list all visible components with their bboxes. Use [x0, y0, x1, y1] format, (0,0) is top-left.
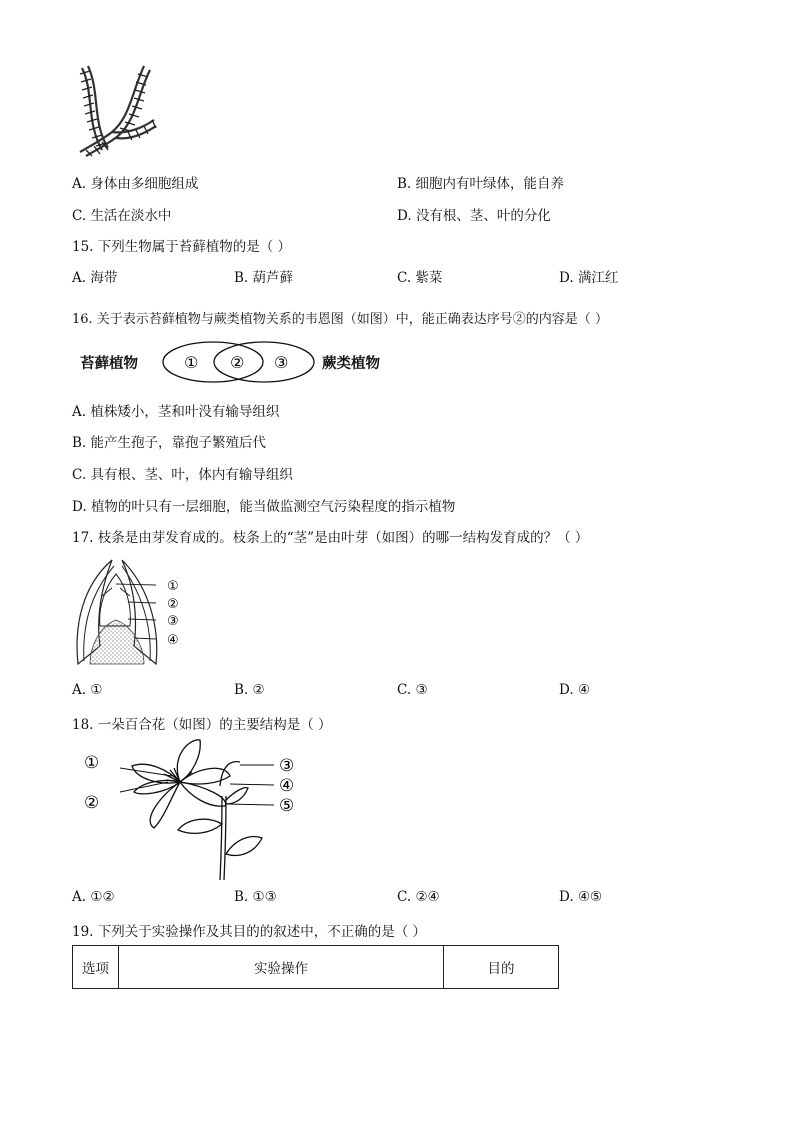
bud-label-1: ① [167, 579, 179, 594]
q18-option-b[interactable]: B. ①③ [234, 889, 277, 905]
q18-stem: 18. 一朵百合花（如图）的主要结构是（ ） [72, 717, 332, 733]
bud-label-4: ④ [167, 633, 179, 648]
bud-label-3: ③ [167, 614, 179, 629]
venn-diagram [158, 338, 318, 386]
leaf-bud-diagram [72, 556, 192, 668]
flower-label-3: ③ [279, 756, 295, 776]
q14-option-d[interactable]: D. 没有根、茎、叶的分化 [397, 208, 551, 224]
q17-option-d[interactable]: D. ④ [559, 682, 591, 698]
table-header-option: 选项 [73, 946, 119, 989]
venn-region-1: ① [184, 353, 199, 372]
q16-option-b[interactable]: B. 能产生孢子，靠孢子繁殖后代 [72, 435, 267, 451]
q16-option-c[interactable]: C. 具有根、茎、叶，体内有输导组织 [72, 467, 293, 483]
venn-region-3: ③ [274, 353, 289, 372]
q14-option-c[interactable]: C. 生活在淡水中 [72, 208, 172, 224]
venn-right-label: 蕨类植物 [322, 356, 380, 372]
q15-stem: 15. 下列生物属于苔藓植物的是（ ） [72, 239, 292, 255]
venn-region-2: ② [230, 353, 245, 372]
q15-option-b[interactable]: B. 葫芦藓 [234, 270, 294, 286]
venn-left-label: 苔藓植物 [80, 356, 138, 372]
q16-option-a[interactable]: A. 植株矮小，茎和叶没有输导组织 [72, 404, 280, 420]
table-header-purpose: 目的 [444, 946, 559, 989]
experiment-table [72, 945, 559, 989]
flower-label-5: ⑤ [279, 796, 295, 816]
q18-option-a[interactable]: A. ①② [72, 889, 115, 905]
q18-option-d[interactable]: D. ④⑤ [559, 889, 603, 905]
spirogyra-filament-image [72, 62, 162, 157]
q17-option-b[interactable]: B. ② [234, 682, 265, 698]
venn-ellipse-left [163, 342, 263, 382]
q15-option-c[interactable]: C. 紫菜 [397, 270, 443, 286]
q17-option-c[interactable]: C. ③ [397, 682, 428, 698]
q15-option-a[interactable]: A. 海带 [72, 270, 118, 286]
q18-option-c[interactable]: C. ②④ [397, 889, 440, 905]
q17-option-a[interactable]: A. ① [72, 682, 103, 698]
flower-label-2: ② [84, 793, 100, 813]
q15-option-d[interactable]: D. 满江红 [559, 270, 619, 286]
table-header-row [73, 946, 559, 989]
bud-label-2: ② [167, 597, 179, 612]
q16-stem: 16. 关于表示苔藓植物与蕨类植物关系的韦恩图（如图）中，能正确表达序号②的内容是（ ） [72, 312, 608, 327]
table-header-operation: 实验操作 [119, 946, 444, 989]
q14-option-b[interactable]: B. 细胞内有叶绿体，能自养 [397, 176, 565, 192]
q14-option-a[interactable]: A. 身体由多细胞组成 [72, 176, 199, 192]
q19-stem: 19. 下列关于实验操作及其目的的叙述中，不正确的是（ ） [72, 924, 427, 940]
venn-ellipse-right [214, 342, 314, 382]
flower-label-1: ① [84, 753, 100, 773]
lily-flower-diagram [80, 736, 310, 882]
q17-stem: 17. 枝条是由芽发育成的。枝条上的“茎”是由叶芽（如图）的哪一结构发育成的？（ ） [72, 530, 589, 546]
flower-label-4: ④ [279, 776, 295, 796]
q16-option-d[interactable]: D. 植物的叶只有一层细胞，能当做监测空气污染程度的指示植物 [72, 499, 456, 515]
